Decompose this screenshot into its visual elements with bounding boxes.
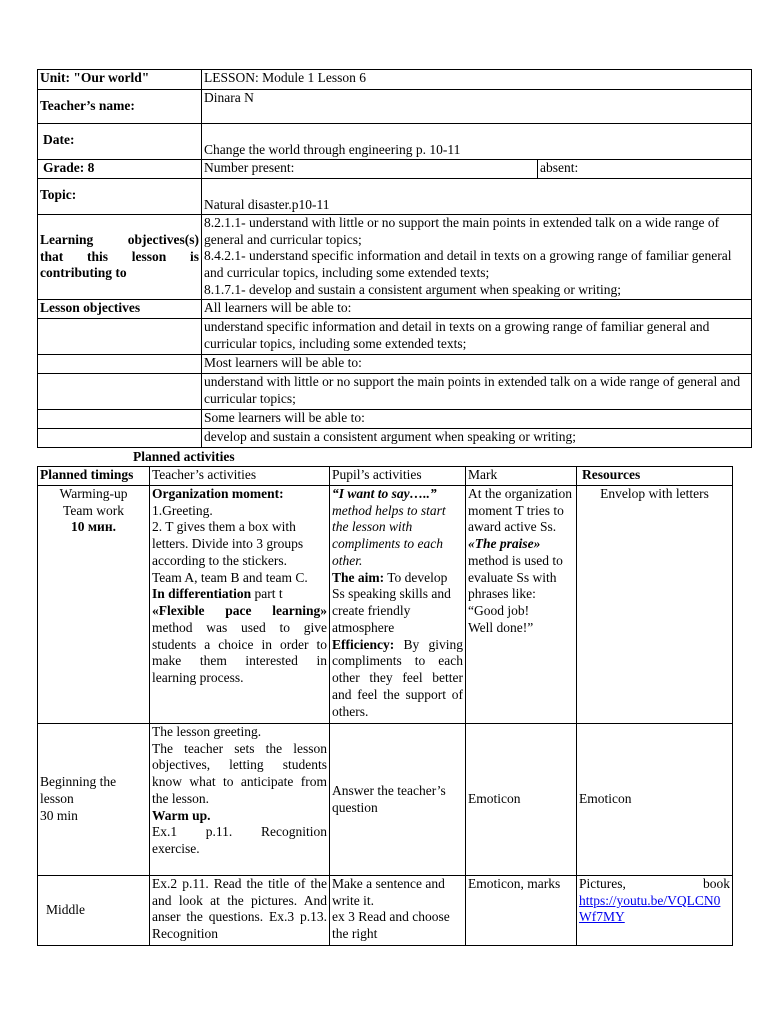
timing-line: Beginning the lesson xyxy=(40,774,117,807)
row1-timing xyxy=(38,486,150,724)
header-resources: Resources xyxy=(577,467,733,486)
eff-title: Efficiency: xyxy=(332,636,395,652)
timing-line: Warming-up xyxy=(59,486,128,501)
lo-label-line-2: that this lesson is xyxy=(40,248,199,264)
aim-line xyxy=(332,570,463,637)
teacher-line: 1.Greeting. xyxy=(152,502,213,518)
efficiency-line xyxy=(332,637,463,721)
absent: absent: xyxy=(538,160,752,179)
mark-text-1: At the organization moment T tries to award active Ss. xyxy=(468,486,572,535)
empty-cell xyxy=(38,429,202,448)
sets-objectives: The teacher sets the lesson objectives, letting students know what to anticipate from the lesson. xyxy=(152,740,327,806)
teacher-line: 2. T gives them a box with letters. Divide into 3 groups according to the stickers. xyxy=(152,519,304,568)
planned-activities-title: Planned activities xyxy=(133,449,235,464)
header-pupil-activities: Pupil’s activities xyxy=(330,467,466,486)
row2-timing xyxy=(38,724,150,876)
resources-text: Pictures, book xyxy=(579,876,730,891)
youtube-link[interactable]: https://youtu.be/VQLCN0Wf7MY xyxy=(579,892,721,925)
teacher-name-value: Dinara N xyxy=(202,90,752,124)
eff-text: By giving compliments to each other they feel better and feel the support of others. xyxy=(332,636,463,719)
row3-teacher: Ex.2 p.11. Read the title of the and look at the pictures. And anser the questions. Ex.3 p.13. Recognition xyxy=(150,876,330,946)
lesson-objective-row: All learners will be able to: xyxy=(202,300,752,319)
aim-text: To develop Ss speaking skills and create friendly atmosphere xyxy=(332,569,451,635)
lesson-objective-row: Some learners will be able to: xyxy=(202,410,752,429)
grade-label: Grade: 8 xyxy=(38,160,202,179)
learning-objectives-label xyxy=(38,215,202,300)
teacher-line: Team A, team B and team C. xyxy=(152,569,308,585)
header-teacher-activities: Teacher’s activities xyxy=(150,467,330,486)
flex-rest: method was used to give students a choice in order to make them interested in learning process. xyxy=(152,619,327,686)
timing-line: 30 min xyxy=(40,807,78,823)
topic-label: Topic: xyxy=(38,179,202,215)
pupil-line: ex 3 Read and choose the right xyxy=(332,909,450,942)
lesson-objective-row: Most learners will be able to: xyxy=(202,355,752,374)
row3-mark: Emoticon, marks xyxy=(466,876,577,946)
empty-cell xyxy=(38,355,202,374)
diff-line xyxy=(152,586,327,603)
empty-cell xyxy=(38,374,202,410)
row1-mark xyxy=(466,486,577,724)
flex-line xyxy=(152,603,327,687)
row3-pupil xyxy=(330,876,466,946)
empty-cell xyxy=(38,319,202,355)
praise: «The praise» xyxy=(468,536,541,552)
quote: “I want to say…..” xyxy=(332,486,437,501)
pupil-line: Make a sentence and write it. xyxy=(332,876,445,908)
aim-title: The aim: xyxy=(332,569,385,585)
quote-rest: method helps to start the lesson with compliments to each other. xyxy=(332,502,446,568)
mark-text-3: “Good job! xyxy=(468,603,530,619)
greeting: The lesson greeting. xyxy=(152,724,262,739)
org-title: Organization moment: xyxy=(152,486,284,501)
mark-text-2: method is used to evaluate Ss with phrases like: xyxy=(468,552,563,602)
timing-line: Team work xyxy=(63,502,124,518)
header-mark: Mark xyxy=(466,467,577,486)
learning-objective-1: 8.2.1.1- understand with little or no support the main points in extended talk on a wide range of general and curricular topics; xyxy=(204,215,720,247)
number-present: Number present: xyxy=(202,160,538,179)
lo-label-line-1: Learning objectives(s) xyxy=(40,231,199,247)
lesson-header-table xyxy=(37,69,752,448)
timing-line: 10 мин. xyxy=(70,519,116,535)
header-planned-timings: Planned timings xyxy=(38,467,150,486)
mark-text xyxy=(468,486,574,603)
lo-label-line-3: contributing to xyxy=(40,265,127,281)
lesson-objective-row: develop and sustain a consistent argument when speaking or writing; xyxy=(202,429,752,448)
lesson-objective-row: understand specific information and detail in texts on a growing range of familiar general and curricular topics, including some extended texts; xyxy=(202,319,752,355)
date-label: Date: xyxy=(38,124,202,160)
unit-cell: Unit: "Our world" xyxy=(38,70,202,90)
teacher-name-label: Teacher’s name: xyxy=(38,90,202,124)
mark-text-4: Well done!” xyxy=(468,619,534,635)
row2-mark: Emoticon xyxy=(466,724,577,876)
lesson-objectives-label: Lesson objectives xyxy=(38,300,202,319)
lesson-objective-row: understand with little or no support the main points in extended talk on a wide range of general and curricular topics; xyxy=(202,374,752,410)
row2-teacher xyxy=(150,724,330,876)
row2-resources: Emoticon xyxy=(577,724,733,876)
diff-rest: part t xyxy=(251,586,283,602)
lesson-cell: LESSON: Module 1 Lesson 6 xyxy=(202,70,752,90)
learning-objective-3: 8.1.7.1- develop and sustain a consistent argument when speaking or writing; xyxy=(204,281,622,297)
learning-objectives-list xyxy=(202,215,752,300)
row1-pupil xyxy=(330,486,466,724)
exercise-1: Ex.1 p.11. Recognition exercise. xyxy=(152,824,327,857)
flex-title: «Flexible pace learning» xyxy=(152,603,327,619)
row2-pupil: Answer the teacher’s question xyxy=(330,724,466,876)
date-value: Change the world through engineering p. 10-11 xyxy=(202,124,752,160)
topic-value: Natural disaster.p10-11 xyxy=(202,179,752,215)
learning-objective-2: 8.4.2.1- understand specific information and detail in texts on a growing range of familiar general and curricular topics, including some extended texts; xyxy=(204,248,732,281)
row3-resources xyxy=(577,876,733,946)
pupil-quote-line xyxy=(332,486,463,570)
row3-timing: Middle xyxy=(38,876,150,946)
planned-activities-table xyxy=(37,466,733,946)
empty-cell xyxy=(38,410,202,429)
diff-title: In differentiation xyxy=(152,586,252,602)
row1-teacher xyxy=(150,486,330,724)
row1-resources: Envelop with letters xyxy=(577,486,733,724)
warm-up-title: Warm up. xyxy=(152,807,211,823)
